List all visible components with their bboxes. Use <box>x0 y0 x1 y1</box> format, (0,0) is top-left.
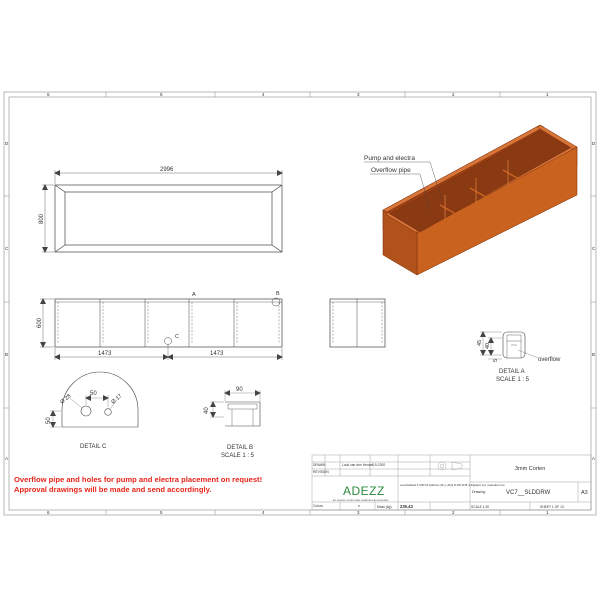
zone-right-b: B <box>592 352 596 357</box>
zone-left-b: B <box>5 352 9 357</box>
scale-label: SCALE 1:20 <box>471 505 490 509</box>
top-view <box>42 170 282 252</box>
company-address: Lieventhalstraat 6, 5482 KZ Veldhoven (NL) | +31(0) 40 259 42 88 | info@adezz.com | www.adezz.com <box>400 485 505 487</box>
zone-right-a: A <box>592 456 596 461</box>
zone-bottom-5: 2 <box>452 510 455 515</box>
front-left-dim: 1473 <box>98 351 112 357</box>
drawn-by: Luuk van den Heuvel <box>342 463 373 467</box>
detail-c-dim-50-v: 50 <box>46 417 52 424</box>
colors-value: n <box>358 504 360 508</box>
zone-left-a: A <box>5 456 9 461</box>
side-view <box>330 299 385 347</box>
note-line-2: Approval drawings will be made and send accordingly. <box>14 485 212 494</box>
zone-top-6: 1 <box>546 92 549 97</box>
top-width-dim: 2996 <box>160 167 174 173</box>
zone-top-3: 4 <box>262 92 265 97</box>
note-line-1: Overflow pipe and holes for pump and electra placement on request! <box>14 475 263 484</box>
detail-c-dia-28: Ø 28 <box>59 393 73 406</box>
detail-a-scale: SCALE 1 : 5 <box>496 377 530 383</box>
detail-b-title: DETAIL B <box>227 445 254 451</box>
detail-a-dim-40: 40 <box>485 342 491 349</box>
zone-top-2: 5 <box>160 92 163 97</box>
zone-top-1: 6 <box>47 92 50 97</box>
detail-b <box>210 390 260 426</box>
drawn-label: DRAWN <box>313 463 326 467</box>
drawing-number: VC7__SLDDRW <box>506 490 551 496</box>
company-tagline: ALL DESIGN CORTEN STEEL PLANTERS & ACCESSORIES <box>333 500 389 502</box>
zone-bottom-2: 5 <box>160 510 163 515</box>
zone-left-d: D <box>5 141 9 146</box>
zone-right-d: D <box>592 141 596 146</box>
zone-top-4: 3 <box>357 92 360 97</box>
front-right-dim: 1473 <box>210 351 224 357</box>
front-view <box>40 298 282 360</box>
detail-a-overflow-label: overflow <box>538 357 561 363</box>
colors-label: Colors: <box>313 504 324 508</box>
zone-left-c: C <box>5 246 9 251</box>
drawing-label: Drawing: <box>472 490 486 494</box>
detail-a-dim-5: 5 <box>493 358 499 362</box>
label-overflow-pipe: Overflow pipe <box>371 167 411 174</box>
marker-c: C <box>175 334 179 340</box>
detail-a-dim-45: 45 <box>477 339 483 346</box>
label-pump-electra: Pump and electra <box>364 155 415 162</box>
detail-c-dia-17: Ø 17 <box>110 393 124 406</box>
material: 3mm Corten <box>515 466 546 472</box>
mass-label: Mass (kg): <box>377 505 393 509</box>
detail-a-title: DETAIL A <box>499 369 525 375</box>
detail-b-scale: SCALE 1 : 5 <box>221 453 255 459</box>
detail-c-title: DETAIL C <box>80 444 107 450</box>
sheet-size: A3 <box>581 490 588 496</box>
detail-b-dim-40: 40 <box>204 407 210 414</box>
zone-bottom-6: 1 <box>546 510 549 515</box>
front-height-dim: 600 <box>37 317 43 328</box>
top-height-dim: 800 <box>39 213 45 224</box>
mass-value: 235.43 <box>400 504 413 509</box>
adezz-logo: ADEZZ <box>343 484 385 498</box>
zone-right-c: C <box>592 246 596 251</box>
detail-c-dim-50-h: 50 <box>90 391 97 397</box>
zone-bottom-4: 3 <box>357 510 360 515</box>
marker-a: A <box>192 292 196 298</box>
zone-bottom-1: 6 <box>47 510 50 515</box>
zone-top-5: 2 <box>452 92 455 97</box>
sheet-label: SHEET 1 OF 13 <box>540 505 564 509</box>
drawn-date: 3-9-2020 <box>372 463 386 467</box>
detail-b-dim-90: 90 <box>236 387 243 393</box>
isometric-planter <box>383 125 577 275</box>
zone-bottom-3: 4 <box>262 510 265 515</box>
marker-b: B <box>276 291 280 297</box>
revision-label: REVISION <box>313 470 329 474</box>
